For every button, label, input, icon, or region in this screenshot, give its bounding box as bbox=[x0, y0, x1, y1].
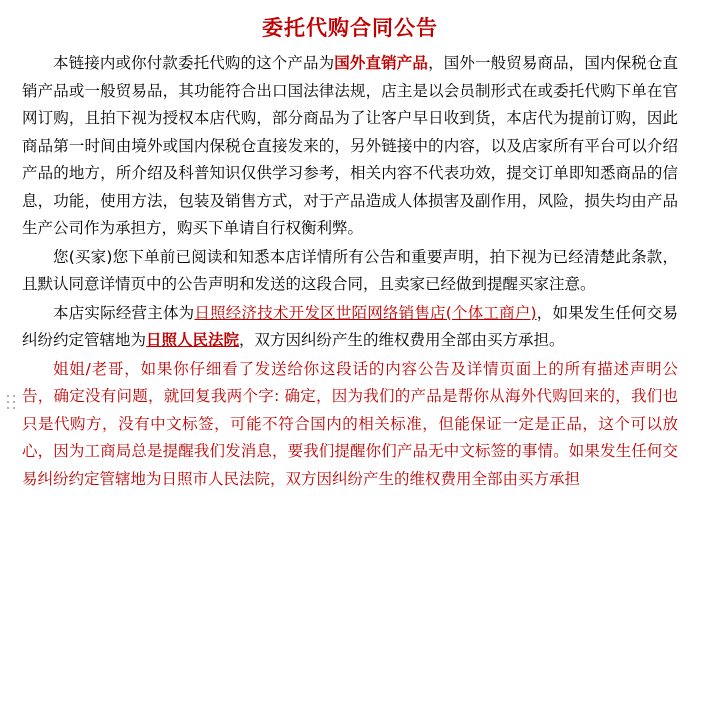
paragraph-3-run-5: ，双方因纠纷产生的维权费用全部由买方承担。 bbox=[239, 331, 565, 349]
paragraph-3-run-1: 本店实际经营主体为 bbox=[53, 303, 195, 322]
paragraph-3-run-2-entity-name: 日照经济技术开发区世陌网络销售店(个体工商户) bbox=[194, 303, 537, 322]
paragraph-1-run-3: ，国外一般贸易商品，国内保税仓直销产品或一般贸易品，其功能符合出口国法律法规，店主是以会员制形式在或委托代购下单在官网订购，且拍下视为授权本店代购，部分商品为了让客户早日收到货，本店代为提前订购，因此商品第一时间由境外或国内保税仓直接发来的，另外链接中的内容，以及店家所有平台可以介绍产品的地方，所介绍及科普知识仅供学习参考，相关内容不代表功效，提交订单即知悉商品的信息，功能，使用方法，包装及销售方式，对于产品造成人体损害及副作用，风险，损失均由产品生产公司作为承担方，购买下单请自行权衡利弊。 bbox=[22, 54, 678, 237]
paragraph-3-run-3: ，如果发生任何交易纠纷约定管辖地为 bbox=[22, 303, 678, 349]
page-title: 委托代购合同公告 bbox=[262, 16, 438, 40]
paragraph-1 bbox=[22, 50, 678, 243]
paragraph-2-run-1: 您(买家)您下单前已阅读和知悉本店详情所有公告和重要声明，拍下视为已经清楚此条款，且默认同意详情页中的公告声明和发送的这段合同，且卖家已经做到提醒买家注意。 bbox=[22, 247, 678, 293]
paragraph-4-run-1: 姐姐/老哥，如果你仔细看了发送给你这段话的内容公告及详情页面上的所有描述声明公告，确定没有问题，就回复我两个字: 确定，因为我们的产品是帮你从海外代购回来的，我们也只是代购方，没有中文标签，可能不符合国内的相关标准，但能保证一定是正品，这个可以放心，因为工商局总是提醒我们发消息，要我们提醒你们产品无中文标签的事情。如果发生任何交易纠纷约定管辖地为日照市人民法院，双方因纠纷产生的维权费用全部由买方承担 bbox=[22, 359, 678, 488]
paragraph-2 bbox=[22, 244, 678, 299]
paragraph-3 bbox=[22, 300, 678, 355]
paragraph-1-run-1: 本链接内或你付款委托代购的这个产品为 bbox=[53, 54, 335, 72]
paragraph-1-run-2-highlight: 国外直销产品 bbox=[334, 54, 429, 72]
drag-handle-icon[interactable] bbox=[6, 392, 16, 412]
paragraph-3-run-4-jurisdiction: 日照人民法院 bbox=[146, 331, 240, 349]
paragraph-4 bbox=[22, 356, 678, 494]
